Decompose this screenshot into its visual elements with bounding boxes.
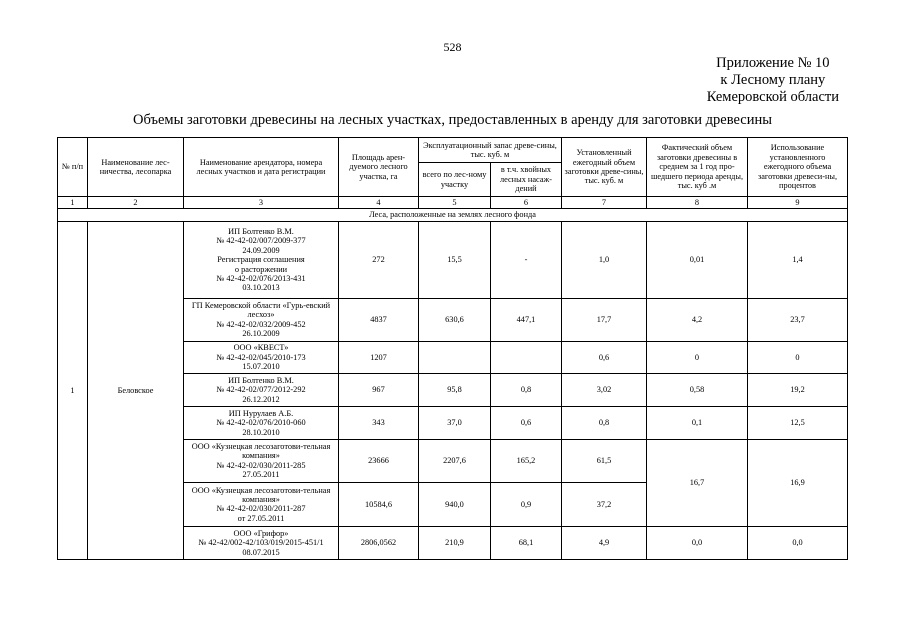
area-cell: 343 <box>339 406 419 439</box>
annual-cell: 0,8 <box>562 406 647 439</box>
annual-cell: 61,5 <box>562 439 647 482</box>
stock-total-cell: 940,0 <box>419 482 491 526</box>
col-number: 8 <box>647 197 748 209</box>
stock-total-cell: 210,9 <box>419 526 491 559</box>
tenant-cell: ИП Болтенко В.М. № 42-42-02/077/2012-292 26.12.2012 <box>184 373 339 406</box>
actual-cell: 0,01 <box>647 221 748 298</box>
tenant-cell: ООО «КВЕСТ» № 42-42-02/045/2010-173 15.07.2010 <box>184 341 339 373</box>
tenant-cell: ООО «Кузнецкая лесозаготови-тельная компания» № 42-42-02/030/2011-285 27.05.2011 <box>184 439 339 482</box>
col-number: 3 <box>184 197 339 209</box>
annual-cell: 1,0 <box>562 221 647 298</box>
annual-cell: 0,6 <box>562 341 647 373</box>
col-number: 4 <box>339 197 419 209</box>
stock-conif-cell: 0,6 <box>491 406 562 439</box>
col-number: 6 <box>491 197 562 209</box>
stock-total-cell: 95,8 <box>419 373 491 406</box>
table-row <box>58 221 848 298</box>
stock-total-cell: 15,5 <box>419 221 491 298</box>
usage-cell: 1,4 <box>748 221 848 298</box>
stock-conif-cell: 68,1 <box>491 526 562 559</box>
header-stock: Эксплуатационный запас древе-сины, тыс. куб. м <box>419 138 562 163</box>
annual-cell: 3,02 <box>562 373 647 406</box>
col-number: 1 <box>58 197 88 209</box>
stock-conif-cell: 0,9 <box>491 482 562 526</box>
stock-conif-cell: 165,2 <box>491 439 562 482</box>
header-actual: Фактический объем заготовки древесины в среднем за 1 год про-шедшего периода аренды, тыс. куб .м <box>647 138 748 197</box>
tenant-cell: ИП Нурулаев А.Б. № 42-42-02/076/2010-060 28.10.2010 <box>184 406 339 439</box>
annual-cell: 17,7 <box>562 298 647 341</box>
usage-cell: 0,0 <box>748 526 848 559</box>
usage-cell: 19,2 <box>748 373 848 406</box>
col-number: 2 <box>88 197 184 209</box>
stock-total-cell: 630,6 <box>419 298 491 341</box>
usage-merged-cell: 16,9 <box>748 439 848 526</box>
actual-cell: 0,0 <box>647 526 748 559</box>
stock-total-cell <box>419 341 491 373</box>
appendix-note <box>707 55 839 106</box>
stock-conif-cell <box>491 341 562 373</box>
area-cell: 1207 <box>339 341 419 373</box>
appendix-line-1: Приложение № 10 <box>716 55 830 71</box>
header-forestry: Наименование лес-ничества, лесопарка <box>88 138 184 197</box>
annual-cell: 37,2 <box>562 482 647 526</box>
area-cell: 2806,0562 <box>339 526 419 559</box>
appendix-line-3: Кемеровской области <box>706 89 839 105</box>
area-cell: 967 <box>339 373 419 406</box>
col-number: 5 <box>419 197 491 209</box>
header-num: № п/п <box>58 138 88 197</box>
header-stock-total: всего по лес-ному участку <box>419 163 491 197</box>
stock-total-cell: 37,0 <box>419 406 491 439</box>
stock-conif-cell: 0,8 <box>491 373 562 406</box>
area-cell: 23666 <box>339 439 419 482</box>
usage-cell: 23,7 <box>748 298 848 341</box>
tenant-cell: ИП Болтенко В.М. № 42-42-02/007/2009-377 24.09.2009 Регистрация соглашения о расторжении № 42-42-02/076/2013-431 03.10.2013 <box>184 221 339 298</box>
appendix-line-2: к Лесному плану <box>720 72 826 88</box>
actual-cell: 0,58 <box>647 373 748 406</box>
col-number: 9 <box>748 197 848 209</box>
annual-cell: 4,9 <box>562 526 647 559</box>
header-annual: Установленный ежегодный объем заготовки древе-сины, тыс. куб. м <box>562 138 647 197</box>
area-cell: 4837 <box>339 298 419 341</box>
tenant-cell: ООО «Грифор» № 42-42/002-42/103/019/2015-451/1 08.07.2015 <box>184 526 339 559</box>
stock-total-cell: 2207,6 <box>419 439 491 482</box>
area-cell: 272 <box>339 221 419 298</box>
page-number: 528 <box>443 40 462 54</box>
tenant-cell: ГП Кемеровской области «Гурь-евский лесхоз» № 42-42-02/032/2009-452 26.10.2009 <box>184 298 339 341</box>
header-area: Площадь арен-дуемого лесного участка, га <box>339 138 419 197</box>
stock-conif-cell: - <box>491 221 562 298</box>
group-forestry: Беловское <box>88 221 184 559</box>
col-number: 7 <box>562 197 647 209</box>
stock-conif-cell: 447,1 <box>491 298 562 341</box>
usage-cell: 0 <box>748 341 848 373</box>
area-cell: 10584,6 <box>339 482 419 526</box>
tenant-cell: ООО «Кузнецкая лесозаготови-тельная компания» № 42-42-02/030/2011-287 от 27.05.2011 <box>184 482 339 526</box>
document-title: Объемы заготовки древесины на лесных участках, предоставленных в аренду для заготовки древесины <box>133 112 772 128</box>
header-tenant: Наименование арендатора, номера лесных участков и дата регистрации <box>184 138 339 197</box>
actual-cell: 4,2 <box>647 298 748 341</box>
section-title: Леса, расположенные на землях лесного фонда <box>58 209 848 221</box>
usage-cell: 12,5 <box>748 406 848 439</box>
actual-cell: 0,1 <box>647 406 748 439</box>
actual-merged-cell: 16,7 <box>647 439 748 526</box>
header-usage: Использование установленного ежегодного объема заготовки древеси-ны, процентов <box>748 138 848 197</box>
actual-cell: 0 <box>647 341 748 373</box>
group-number: 1 <box>58 221 88 559</box>
header-stock-conif: в т.ч. хвойных лесных насаж-дений <box>491 163 562 197</box>
harvest-table <box>57 137 848 560</box>
